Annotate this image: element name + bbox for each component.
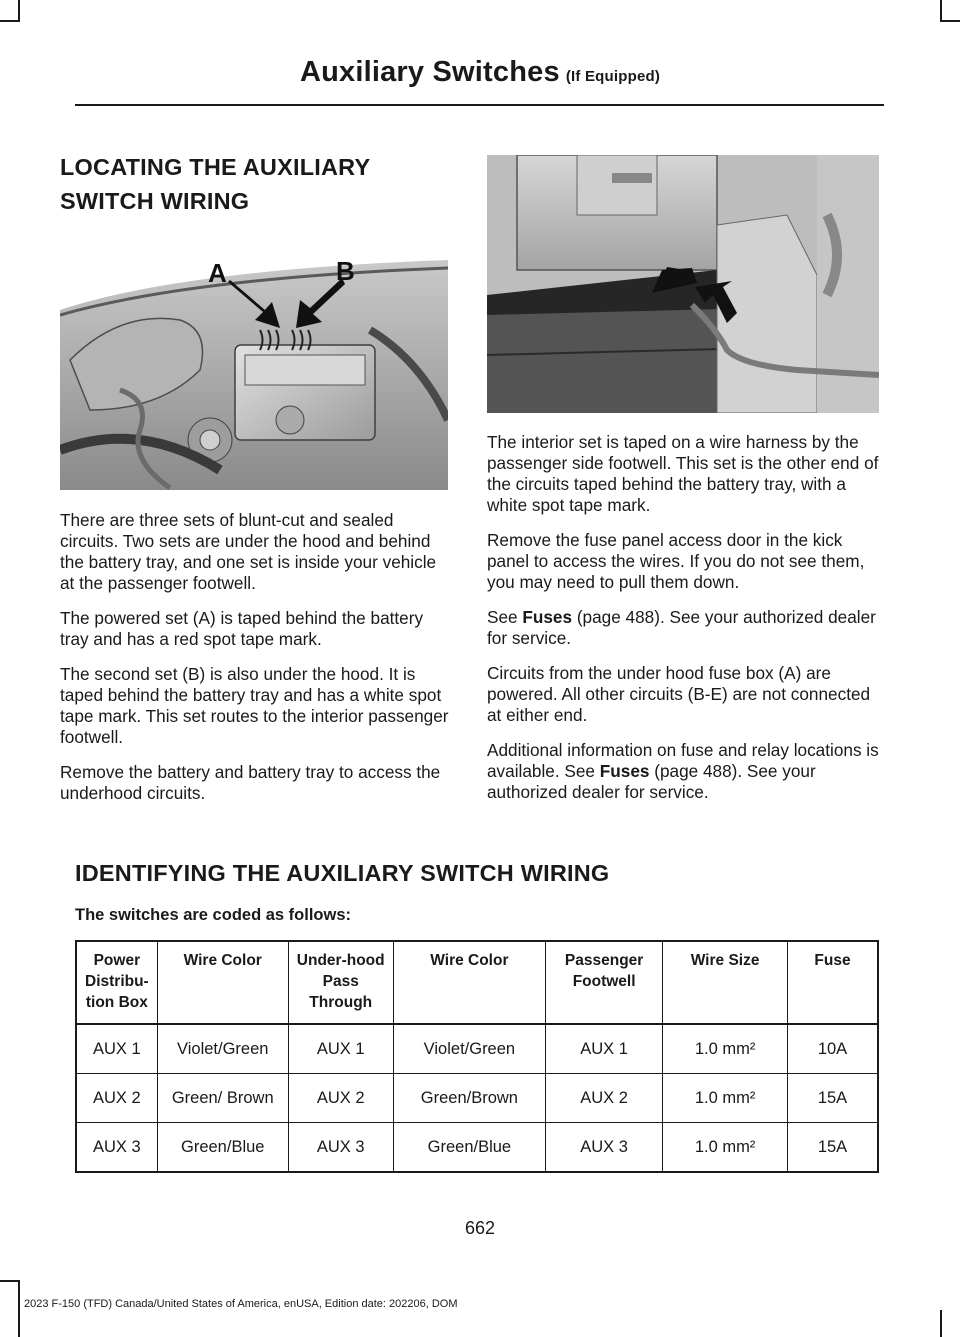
footwell-figure: [487, 155, 879, 413]
table-cell: AUX 2: [288, 1074, 393, 1123]
column-header: Fuse: [788, 941, 878, 1024]
left-column-text: [60, 510, 452, 818]
left-column: [60, 150, 452, 218]
table-cell: Green/Blue: [157, 1123, 288, 1173]
crop-mark: [0, 1280, 20, 1282]
right-column-text: [487, 432, 882, 817]
table-header-row: [76, 941, 878, 1024]
table-cell: Green/ Brown: [157, 1074, 288, 1123]
see-suffix: (page 488). See your authorized dealer for service.: [487, 761, 816, 802]
section-heading: [60, 150, 452, 218]
table-cell: 1.0 mm²: [663, 1074, 788, 1123]
crop-mark: [0, 20, 20, 22]
header-subtitle: (If Equipped): [565, 68, 661, 85]
paragraph: [487, 740, 882, 803]
table-cell: Violet/Green: [157, 1024, 288, 1074]
paragraph: The powered set (A) is taped behind the battery tray and has a red spot tape mark.: [60, 608, 424, 649]
table-cell: AUX 2: [76, 1074, 157, 1123]
see-prefix: Additional information on fuse and relay locations is available. See: [487, 740, 879, 781]
column-header: Wire Color: [393, 941, 545, 1024]
fuses-link[interactable]: Fuses: [522, 607, 573, 627]
header-title: Auxiliary Switches: [299, 56, 560, 88]
table-cell: AUX 3: [288, 1123, 393, 1173]
table-cell: 1.0 mm²: [663, 1024, 788, 1074]
section-heading-line2: SWITCH WIRING: [60, 188, 250, 214]
table-row: [76, 1123, 878, 1173]
crop-mark: [940, 0, 942, 22]
column-header: Wire Size: [663, 941, 788, 1024]
page-number: 662: [464, 1218, 496, 1238]
table-cell: AUX 3: [546, 1123, 663, 1173]
crop-mark: [940, 20, 960, 22]
footwell-illustration: [487, 155, 879, 413]
column-header: Power Distribu-tion Box: [76, 941, 157, 1024]
table-cell: Violet/Green: [393, 1024, 545, 1074]
paragraph: Circuits from the under hood fuse box (A) are powered. All other circuits (B-E) are not connected at either end.: [487, 663, 871, 725]
table-cell: AUX 2: [546, 1074, 663, 1123]
wiring-table: [75, 940, 879, 1173]
crop-mark: [18, 0, 20, 22]
paragraph: The second set (B) is also under the hood. It is taped behind the battery tray and has a white spot tape mark. This set routes to the interior passenger footwell.: [60, 664, 449, 747]
column-header: Passenger Footwell: [546, 941, 663, 1024]
table-cell: AUX 1: [546, 1024, 663, 1074]
section-heading-line1: LOCATING THE AUXILIARY: [60, 154, 371, 180]
header-rule: [75, 104, 884, 106]
paragraph: The interior set is taped on a wire harness by the passenger side footwell. This set is the other end of the circuits taped behind the battery tray, with a white spot tape mark.: [487, 432, 879, 515]
table-cell: 15A: [788, 1123, 878, 1173]
figure-label-b: B: [336, 256, 355, 286]
page-header: [0, 56, 960, 89]
table-cell: 15A: [788, 1074, 878, 1123]
crop-mark: [940, 1310, 942, 1337]
see-prefix: See: [487, 607, 523, 627]
column-header: Under-hood Pass Through: [288, 941, 393, 1024]
table-cell: Green/Brown: [393, 1074, 545, 1123]
figure-label-a: A: [208, 258, 227, 288]
paragraph: Remove the battery and battery tray to access the underhood circuits.: [60, 762, 441, 803]
paragraph: [487, 607, 882, 649]
table-cell: AUX 3: [76, 1123, 157, 1173]
section-heading: IDENTIFYING THE AUXILIARY SWITCH WIRING: [75, 860, 610, 886]
table-cell: AUX 1: [288, 1024, 393, 1074]
table-cell: 10A: [788, 1024, 878, 1074]
table-row: [76, 1024, 878, 1074]
paragraph: There are three sets of blunt-cut and sealed circuits. Two sets are under the hood and behind the battery tray, and one set is inside your vehicle at the passenger footwell.: [60, 510, 437, 593]
table-cell: 1.0 mm²: [663, 1123, 788, 1173]
paragraph: Remove the fuse panel access door in the kick panel to access the wires. If you do not see them, you may need to pull them down.: [487, 530, 865, 592]
table-caption: The switches are coded as follows:: [75, 906, 351, 924]
page-footer: 2023 F-150 (TFD) Canada/United States of America, enUSA, Edition date: 202206, DOM: [24, 1298, 458, 1310]
crop-mark: [18, 1280, 20, 1337]
table-cell: AUX 1: [76, 1024, 157, 1074]
table-row: [76, 1074, 878, 1123]
engine-bay-illustration: [60, 250, 448, 490]
table-cell: Green/Blue: [393, 1123, 545, 1173]
column-header: Wire Color: [157, 941, 288, 1024]
engine-bay-figure: [60, 250, 448, 490]
see-suffix: (page 488). See your authorized dealer for service.: [487, 607, 876, 648]
fuses-link[interactable]: Fuses: [599, 761, 650, 781]
